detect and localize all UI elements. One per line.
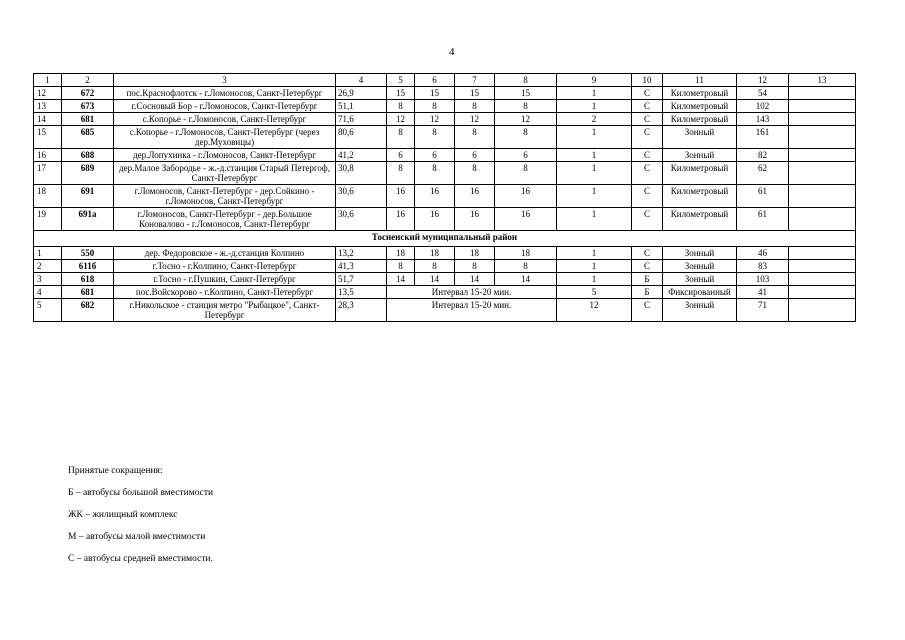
bus-class: С — [632, 149, 663, 162]
bus-class: Б — [632, 273, 663, 286]
route-name: г.Тосно - г.Колпино, Санкт-Петербург — [114, 260, 336, 273]
page-number: 4 — [449, 46, 455, 58]
route-number: 681 — [62, 113, 114, 126]
bus-class: С — [632, 260, 663, 273]
route-length: 26,9 — [336, 87, 387, 100]
vehicles-count: 12 — [557, 299, 632, 322]
interval-cell: Интервал 15-20 мин. — [387, 299, 557, 322]
trips-cell: 16 — [455, 208, 495, 231]
row-number: 5 — [34, 299, 62, 322]
note-line: С – автобусы средней вместимости. — [68, 554, 213, 564]
row-number: 13 — [34, 100, 62, 113]
fare-value: 102 — [737, 100, 789, 113]
trips-cell: 8 — [455, 260, 495, 273]
empty-cell — [789, 149, 856, 162]
tariff-type: Зонный — [663, 149, 737, 162]
vehicles-count: 1 — [557, 247, 632, 260]
empty-cell — [789, 247, 856, 260]
column-header: 5 — [387, 74, 415, 87]
fare-value: 82 — [737, 149, 789, 162]
tariff-type: Зонный — [663, 260, 737, 273]
bus-class: С — [632, 113, 663, 126]
route-name: дер.Малое Забородье - ж.-д.станция Старый Петергоф, Санкт-Петербург — [114, 162, 336, 185]
row-number: 14 — [34, 113, 62, 126]
trips-cell: 18 — [415, 247, 455, 260]
route-length: 51,7 — [336, 273, 387, 286]
empty-cell — [789, 286, 856, 299]
route-number: 672 — [62, 87, 114, 100]
tariff-type: Фиксированный — [663, 286, 737, 299]
route-length: 30,8 — [336, 162, 387, 185]
route-name: г.Никольское - станция метро "Рыбацкое", Санкт-Петербург — [114, 299, 336, 322]
column-header: 13 — [789, 74, 856, 87]
note-line: ЖК – жилищный комплекс — [68, 510, 178, 520]
table-row — [34, 126, 856, 149]
bus-class: С — [632, 126, 663, 149]
table-row — [34, 260, 856, 273]
note-line: Б – автобусы большой вместимости — [68, 488, 214, 498]
route-name: с.Копорье - г.Ломоносов, Санкт-Петербург (через дер.Муховицы) — [114, 126, 336, 149]
routes-table — [33, 73, 856, 322]
empty-cell — [789, 113, 856, 126]
trips-cell: 16 — [455, 185, 495, 208]
table-row — [34, 286, 856, 299]
trips-cell: 8 — [495, 162, 557, 185]
row-number: 12 — [34, 87, 62, 100]
trips-cell: 8 — [495, 100, 557, 113]
table-row — [34, 185, 856, 208]
bus-class: С — [632, 100, 663, 113]
route-length: 80,6 — [336, 126, 387, 149]
trips-cell: 15 — [387, 87, 415, 100]
route-name: г.Ломоносов, Санкт-Петербург - дер.Сойкино - г.Ломоносов, Санкт-Петербург — [114, 185, 336, 208]
tariff-type: Зонный — [663, 126, 737, 149]
bus-class: С — [632, 87, 663, 100]
vehicles-count: 2 — [557, 113, 632, 126]
column-header: 10 — [632, 74, 663, 87]
trips-cell: 8 — [415, 126, 455, 149]
fare-value: 103 — [737, 273, 789, 286]
fare-value: 54 — [737, 87, 789, 100]
fare-value: 61 — [737, 185, 789, 208]
vehicles-count: 1 — [557, 100, 632, 113]
empty-cell — [789, 299, 856, 322]
route-length: 28,3 — [336, 299, 387, 322]
trips-cell: 16 — [387, 208, 415, 231]
table-row — [34, 113, 856, 126]
fare-value: 46 — [737, 247, 789, 260]
empty-cell — [789, 126, 856, 149]
trips-cell: 8 — [387, 126, 415, 149]
bus-class: С — [632, 185, 663, 208]
column-header: 3 — [114, 74, 336, 87]
trips-cell: 12 — [415, 113, 455, 126]
header-row — [34, 74, 856, 87]
tariff-type: Километровый — [663, 87, 737, 100]
vehicles-count: 1 — [557, 162, 632, 185]
bus-class: Б — [632, 286, 663, 299]
trips-cell: 6 — [455, 149, 495, 162]
trips-cell: 8 — [455, 126, 495, 149]
trips-cell: 15 — [495, 87, 557, 100]
empty-cell — [789, 208, 856, 231]
row-number: 16 — [34, 149, 62, 162]
tariff-type: Зонный — [663, 299, 737, 322]
trips-cell: 15 — [455, 87, 495, 100]
trips-cell: 12 — [387, 113, 415, 126]
trips-cell: 6 — [495, 149, 557, 162]
column-header: 8 — [495, 74, 557, 87]
bus-class: С — [632, 299, 663, 322]
trips-cell: 14 — [495, 273, 557, 286]
vehicles-count: 1 — [557, 126, 632, 149]
trips-cell: 8 — [387, 260, 415, 273]
column-header: 1 — [34, 74, 62, 87]
row-number: 15 — [34, 126, 62, 149]
route-length: 13,2 — [336, 247, 387, 260]
section-title: Тосненский муниципальный район — [34, 231, 856, 247]
route-name: г.Тосно - г.Пушкин, Санкт-Петербург — [114, 273, 336, 286]
fare-value: 71 — [737, 299, 789, 322]
fare-value: 161 — [737, 126, 789, 149]
table-row — [34, 100, 856, 113]
table-row — [34, 208, 856, 231]
trips-cell: 16 — [495, 185, 557, 208]
route-number: 685 — [62, 126, 114, 149]
route-length: 30,6 — [336, 185, 387, 208]
table-row — [34, 299, 856, 322]
bus-class: С — [632, 208, 663, 231]
trips-cell: 18 — [387, 247, 415, 260]
vehicles-count: 1 — [557, 260, 632, 273]
vehicles-count: 1 — [557, 149, 632, 162]
trips-cell: 8 — [387, 162, 415, 185]
vehicles-count: 1 — [557, 208, 632, 231]
trips-cell: 8 — [415, 100, 455, 113]
tariff-type: Зонный — [663, 247, 737, 260]
route-name: с.Копорье - г.Ломоносов, Санкт-Петербург — [114, 113, 336, 126]
route-length: 71,6 — [336, 113, 387, 126]
trips-cell: 14 — [415, 273, 455, 286]
bus-class: С — [632, 162, 663, 185]
section-row — [34, 231, 856, 247]
column-header: 2 — [62, 74, 114, 87]
route-number: 618 — [62, 273, 114, 286]
trips-cell: 8 — [387, 100, 415, 113]
row-number: 3 — [34, 273, 62, 286]
tariff-type: Километровый — [663, 100, 737, 113]
note-line: Принятые сокращения: — [68, 466, 163, 476]
route-number: 681 — [62, 286, 114, 299]
table-row — [34, 247, 856, 260]
trips-cell: 16 — [415, 185, 455, 208]
trips-cell: 6 — [415, 149, 455, 162]
empty-cell — [789, 162, 856, 185]
tariff-type: Километровый — [663, 208, 737, 231]
route-length: 13,5 — [336, 286, 387, 299]
route-length: 30,6 — [336, 208, 387, 231]
route-name: пос.Войскорово - г.Колпино, Санкт-Петербург — [114, 286, 336, 299]
row-number: 1 — [34, 247, 62, 260]
trips-cell: 6 — [387, 149, 415, 162]
trips-cell: 18 — [455, 247, 495, 260]
tariff-type: Зонный — [663, 273, 737, 286]
vehicles-count: 1 — [557, 87, 632, 100]
trips-cell: 12 — [495, 113, 557, 126]
trips-cell: 8 — [455, 162, 495, 185]
vehicles-count: 1 — [557, 185, 632, 208]
table-row — [34, 87, 856, 100]
column-header: 9 — [557, 74, 632, 87]
bus-class: С — [632, 247, 663, 260]
route-number: 691а — [62, 208, 114, 231]
route-length: 41,2 — [336, 149, 387, 162]
route-number: 688 — [62, 149, 114, 162]
trips-cell: 8 — [455, 100, 495, 113]
fare-value: 41 — [737, 286, 789, 299]
trips-cell: 18 — [495, 247, 557, 260]
row-number: 18 — [34, 185, 62, 208]
vehicles-count: 1 — [557, 273, 632, 286]
route-length: 41,3 — [336, 260, 387, 273]
route-number: 682 — [62, 299, 114, 322]
table-row — [34, 149, 856, 162]
trips-cell: 16 — [495, 208, 557, 231]
trips-cell: 8 — [495, 126, 557, 149]
trips-cell: 16 — [387, 185, 415, 208]
route-name: г.Ломоносов, Санкт-Петербург - дер.Большое Коноваловo - г.Ломоносов, Санкт-Петербург — [114, 208, 336, 231]
fare-value: 62 — [737, 162, 789, 185]
interval-cell: Интервал 15-20 мин. — [387, 286, 557, 299]
route-number: 691 — [62, 185, 114, 208]
trips-cell: 8 — [415, 260, 455, 273]
empty-cell — [789, 185, 856, 208]
row-number: 2 — [34, 260, 62, 273]
row-number: 17 — [34, 162, 62, 185]
trips-cell: 16 — [415, 208, 455, 231]
trips-cell: 15 — [415, 87, 455, 100]
table-row — [34, 162, 856, 185]
column-header: 6 — [415, 74, 455, 87]
route-name: г.Сосновый Бор - г.Ломоносов, Санкт-Петербург — [114, 100, 336, 113]
row-number: 4 — [34, 286, 62, 299]
route-number: 689 — [62, 162, 114, 185]
row-number: 19 — [34, 208, 62, 231]
trips-cell: 8 — [495, 260, 557, 273]
route-name: дер.Лопухинка - г.Ломоносов, Санкт-Петербург — [114, 149, 336, 162]
empty-cell — [789, 273, 856, 286]
trips-cell: 14 — [387, 273, 415, 286]
trips-cell: 8 — [415, 162, 455, 185]
table-row — [34, 273, 856, 286]
route-length: 51,1 — [336, 100, 387, 113]
empty-cell — [789, 100, 856, 113]
route-number: 550 — [62, 247, 114, 260]
fare-value: 143 — [737, 113, 789, 126]
fare-value: 83 — [737, 260, 789, 273]
route-number: 611б — [62, 260, 114, 273]
tariff-type: Километровый — [663, 185, 737, 208]
route-number: 673 — [62, 100, 114, 113]
route-name: пос.Краснофлотск - г.Ломоносов, Санкт-Петербург — [114, 87, 336, 100]
column-header: 12 — [737, 74, 789, 87]
vehicles-count: 5 — [557, 286, 632, 299]
tariff-type: Километровый — [663, 162, 737, 185]
abbreviations — [68, 466, 213, 576]
column-header: 11 — [663, 74, 737, 87]
column-header: 4 — [336, 74, 387, 87]
column-header: 7 — [455, 74, 495, 87]
route-name: дер. Федоровское - ж.-д.станция Колпино — [114, 247, 336, 260]
empty-cell — [789, 260, 856, 273]
tariff-type: Километровый — [663, 113, 737, 126]
note-line: М – автобусы малой вместимости — [68, 532, 206, 542]
trips-cell: 12 — [455, 113, 495, 126]
fare-value: 61 — [737, 208, 789, 231]
empty-cell — [789, 87, 856, 100]
trips-cell: 14 — [455, 273, 495, 286]
